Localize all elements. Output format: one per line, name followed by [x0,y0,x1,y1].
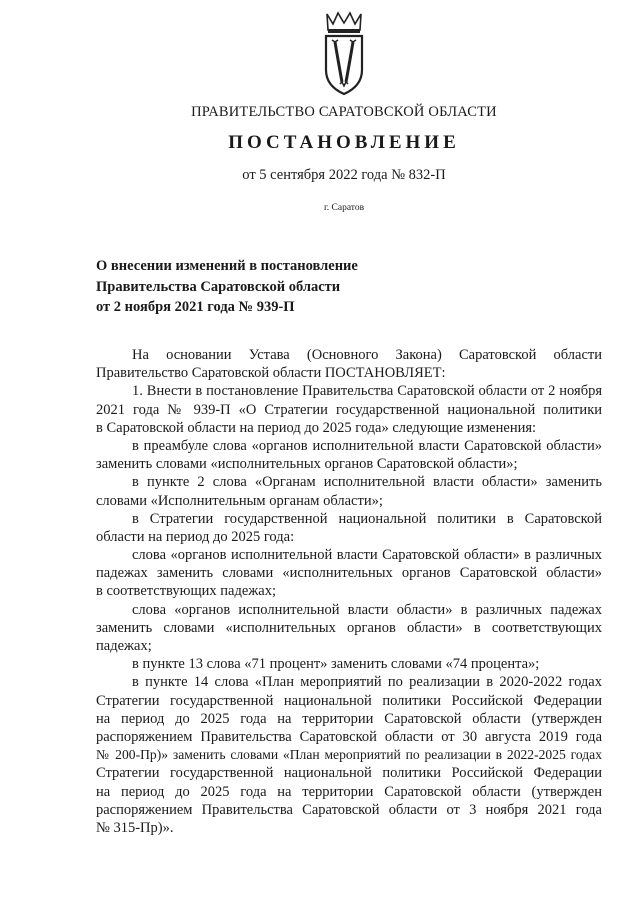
body-line: заменить словами «исполнительных органов Саратовской области»; [96,456,518,473]
body-line: 2021 года № 939-П «О Стратегии государственной национальной политики [96,401,602,418]
document-date-number: от 5 сентября 2022 года № 832-П [242,167,446,183]
body-line: На основании Устава (Основного Закона) Саратовской области [132,347,602,363]
coat-of-arms-icon [321,10,367,96]
body-line: Правительство Саратовской области ПОСТАНОВЛЯЕТ: [96,365,446,382]
body-line: падежах; [96,638,152,654]
subject-line: от 2 ноября 2021 года № 939-П [96,299,295,315]
body-line: в преамбуле слова «органов исполнительной власти Саратовской области» [132,437,602,454]
body-line: распоряжением Правительства Саратовской области от 30 августа 2019 года [96,728,602,745]
body-line: на период до 2025 года на территории Саратовской области (утвержден [96,783,602,800]
body-line: № 315-Пр)». [96,819,174,836]
body-line: в соответствующих падежах; [96,583,277,600]
body-line: в Саратовской области на период до 2025 года» следующие изменения: [96,419,537,436]
body-line: № 200-Пр)» заменить словами «План мероприятий по реализации в 2022-2025 годах [96,747,602,763]
body-line: 1. Внести в постановление Правительства Саратовской области от 2 ноября [132,383,602,400]
document-subject [96,256,358,318]
body-line: в Стратегии государственной национальной политики в Саратовской [132,510,602,527]
document-body [96,346,602,837]
body-line: словами «Исполнительным органам области»; [96,492,383,509]
body-line: области на период до 2025 года: [96,528,295,545]
document-type: ПОСТАНОВЛЕНИЕ [228,132,460,153]
body-line: слова «органов исполнительной власти Саратовской области» в различных [132,547,602,564]
body-line: в пункте 14 слова «План мероприятий по реализации в 2020-2022 годах [132,674,602,691]
body-line: заменить словами «исполнительных органов области» в соответствующих [96,619,602,636]
body-line: падежах заменить словами «исполнительных органов Саратовской области» [96,565,602,582]
body-line: Стратегии государственной национальной политики Российской Федерации [96,765,602,782]
body-line: распоряжением Правительства Саратовской области от 3 ноября 2021 года [96,801,602,818]
body-line: Стратегии государственной национальной политики Российской Федерации [96,692,602,709]
document-city: г. Саратов [323,203,365,213]
government-name: ПРАВИТЕЛЬСТВО САРАТОВСКОЙ ОБЛАСТИ [191,104,497,120]
subject-line: О внесении изменений в постановление [96,258,358,274]
body-line: в пункте 2 слова «Органам исполнительной власти области» заменить [132,474,602,491]
body-line: в пункте 13 слова «71 процент» заменить словами «74 процента»; [132,656,540,673]
body-line: слова «органов исполнительной власти области» в различных падежах [132,601,602,618]
body-line: на период до 2025 года на территории Саратовской области (утвержден [96,710,602,727]
subject-line: Правительства Саратовской области [96,278,341,295]
